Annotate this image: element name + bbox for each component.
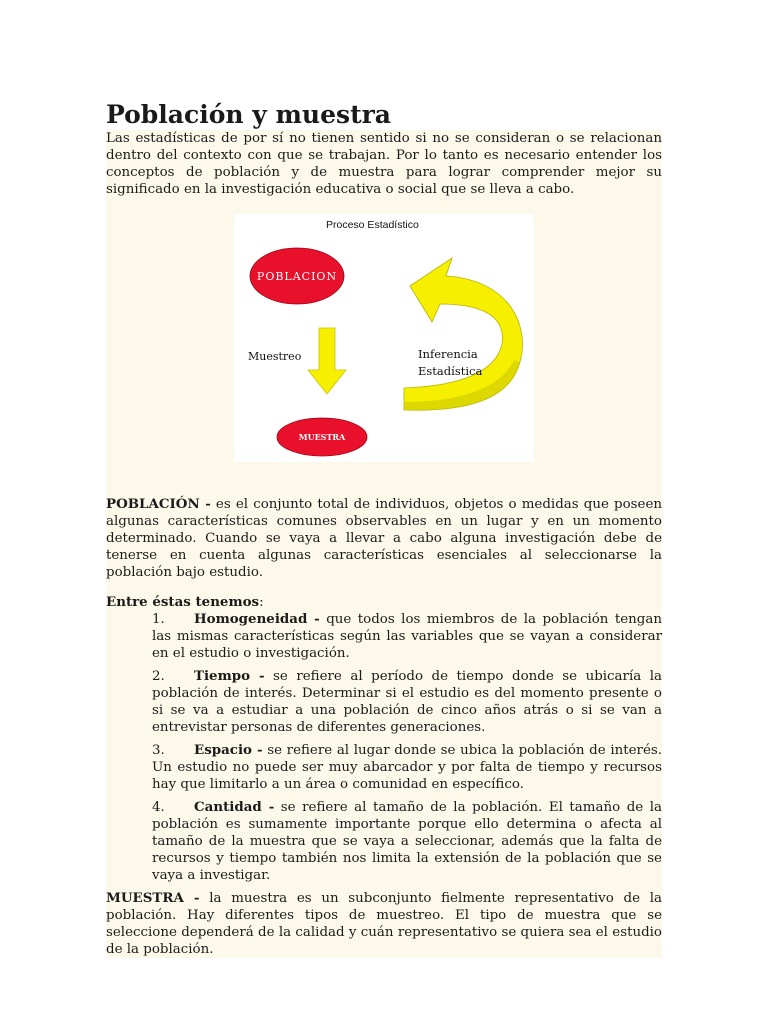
population-label: POBLACION (256, 270, 338, 283)
list-item: 3. Espacio - se refiere al lugar donde se ubica la población de interés. Un estudio no puede ser muy abarcador y por falta de tiempo y recursos hay que limitarlo a un área o comunidad en específico. (152, 742, 662, 792)
item-text: que todos los miembros de la población tengan las mismas características según las variables que se vayan a considerar en el estudio o investigación. (152, 612, 662, 661)
intro-paragraph: Las estadísticas de por sí no tienen sentido si no se consideran o se relacionan dentro del contexto con que se trabajan. Por lo tanto es necesario entender los conceptos de población y de muestra para lograr comprender mejor su significado en la investigación educativa o social que se lleva a cabo. (106, 131, 662, 197)
document-page (106, 100, 662, 958)
statistical-process-diagram (234, 214, 534, 462)
inference-label-line2: Estadística (418, 364, 483, 378)
figure-container (106, 214, 662, 496)
page-title: Población y muestra (106, 100, 392, 129)
item-text: se refiere al tamaño de la población. El tamaño de la población es sumamente importante porque ello determina o afecta al tamaño de la muestra que se vaya a seleccionar, además que la falta de recursos y tiempo también nos limita la extensión de la población que se vaya a investigar. (152, 800, 662, 883)
muestra-definition (106, 890, 662, 958)
item-text: se refiere al período de tiempo donde se ubicaría la población de interés. Determinar si el estudio es del momento presente o si se va a estudiar a una población de cinco años atrás o si se van a entrevistar personas de diferentes generaciones. (152, 669, 662, 735)
item-text: se refiere al lugar donde se ubica la población de interés. Un estudio no puede ser muy abarcador y por falta de tiempo y recursos hay que limitarlo a un área o comunidad en específico. (152, 743, 662, 792)
sample-label: MUESTRA (298, 432, 346, 442)
list-heading: Entre éstas tenemos: (106, 594, 264, 610)
sampling-label: Muestreo (248, 350, 302, 363)
item-term: Homogeneidad - (194, 611, 320, 627)
item-term: Tiempo - (194, 668, 265, 684)
muestra-term: MUESTRA - (106, 890, 200, 906)
item-term: Espacio - (194, 742, 263, 758)
list-item: 4. Cantidad - se refiere al tamaño de la población. El tamaño de la población es sumamente importante porque ello determina o afecta al tamaño de la muestra que se vaya a seleccionar, además que la falta de recursos y tiempo también nos limita la extensión de la población que se vaya a investigar. (152, 799, 662, 883)
poblacion-text: es el conjunto total de individuos, objetos o medidas que poseen algunas características comunes observables en un lugar y en un momento determinado. Cuando se vaya a llevar a cabo alguna investigación debe de tenerse en cuenta algunas características esenciales al seleccionarse la población bajo estudio. (106, 497, 663, 580)
list-item: 1. Homogeneidad - que todos los miembros de la población tengan las mismas características según las variables que se vayan a considerar en el estudio o investigación. (152, 611, 662, 661)
poblacion-term: POBLACIÓN - (106, 496, 211, 512)
list-item: 2. Tiempo - se refiere al período de tiempo donde se ubicaría la población de interés. Determinar si el estudio es del momento presente o si se va a estudiar a una población de cinco años atrás o si se van a entrevistar personas de diferentes generaciones. (152, 668, 662, 735)
item-term: Cantidad - (194, 799, 275, 815)
list-heading-text: Entre éstas tenemos (106, 594, 260, 610)
poblacion-definition (106, 496, 662, 581)
inference-label-line1: Inferencia (418, 347, 478, 361)
muestra-text: la muestra es un subconjunto fielmente representativo de la población. Hay diferentes tipos de muestreo. El tipo de muestra que se seleccione dependerá de la calidad y cuán representativo se quiera sea el estudio de la población. (106, 891, 662, 957)
diagram-title: Proceso Estadístico (326, 219, 419, 231)
characteristics-list (152, 611, 662, 884)
sampling-arrow (308, 328, 346, 394)
